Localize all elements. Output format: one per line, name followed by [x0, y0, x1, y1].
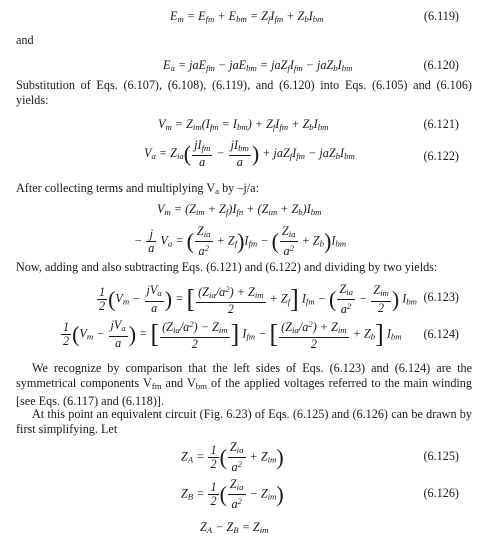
paragraph-substitution: Substitution of Eqs. (6.107), (6.108), (6.119), and (6.120) into Eqs. (6.105) and (6.106) yields:: [16, 78, 472, 107]
equation-6-119: $E_m = E_{fm} + E_{bm} = Z_fI_{fm} + Z_bI_{bm}$: [170, 9, 324, 25]
paragraph-now-adding: Now, adding and also subtracting Eqs. (6.121) and (6.122) and dividing by two yields:: [16, 260, 438, 274]
text-and: and: [16, 33, 34, 47]
paragraph-recognize: We recognize by comparison that the left sides of Eqs. (6.123) and (6.124) are the symmetrical components $V_{fm}$ and $V_{bm}$ of the applied voltages referred to the main winding [see Eqs. (6.117) and (6.118)].: [16, 361, 472, 409]
equation-number: (6.126): [423, 486, 459, 500]
equation-vm-collected: $V_m = (Z_{im} + Z_f)I_{fn} + (Z_{im} + Z_b)I_{bm}$: [157, 202, 322, 218]
paragraph-after-collecting: After collecting terms and multiplying $V_a$ by –j/a:: [16, 181, 259, 197]
paragraph-at-this-point: At this point an equivalent circuit (Fig. 6.23) of Eqs. (6.125) and (6.126) can be drawn by first simplifying. Let: [16, 407, 472, 436]
equation-6-124: $\frac{1}{2}$ ($V_m$ − $\frac{jV_a}{a}$ ) = [ $\frac{(Z_{ia}/a^2) - Z_{im}}{2}$ ] $I_{fm}$ − [ $\frac{(Z_{ia}/a^2) + Z_{im}}{2}$ + $Z_b$] $I_{bm}$: [63, 318, 402, 352]
equation-6-125: $Z_A$ = $\frac{1}{2}$ ( $\frac{Z_{ia}}{a^2}$ + $Z_{im}$): [181, 440, 284, 475]
equation-number: (6.121): [423, 117, 459, 131]
equation-number: (6.122): [423, 149, 459, 163]
equation-number: (6.125): [423, 449, 459, 463]
equation-number: (6.123): [423, 290, 459, 304]
equation-number: (6.120): [423, 58, 459, 72]
equation-6-126: $Z_B$ = $\frac{1}{2}$ ( $\frac{Z_{ia}}{a^2}$ − $Z_{im}$): [181, 477, 284, 512]
equation-number: (6.124): [423, 327, 459, 341]
equation-6-121: $V_m = Z_{im}(I_{fm} = I_{bm}) + Z_fI_{fm} + Z_bI_{bm}$: [158, 117, 329, 133]
equation-number: (6.119): [423, 9, 459, 23]
equation-va-collected: − $\frac{j}{a}$ $V_a$ = ( $\frac{Z_{ia}}{a^2}$ + $Z_f)I_{fm}$ − ( $\frac{Z_{ia}}{a^2}$ + $Z_b)I_{bm}$: [134, 224, 347, 259]
equation-6-120: $E_a = jaE_{fm} - jaE_{bm} = jaZ_fI_{fm} - jaZ_bI_{bm}$: [163, 58, 353, 74]
equation-6-122: $V_a = Z_{ia}$( $\frac{jI_{fm}}{a}$ − $\frac{jI_{bm}}{a}$ ) + $jaZ_fI_{fm} - jaZ_bI_{bm}$: [144, 138, 355, 170]
equation-6-123: $\frac{1}{2}$ ($V_m$ − $\frac{jV_a}{a}$ ) = [ $\frac{(Z_{ia}/a^2) + Z_{im}}{2}$ + $Z_f$] $I_{fm}$ − ( $\frac{Z_{ia}}{a^2}$ − $\frac{Z_{im}}{2}$ ) $I_{bm}$: [99, 282, 418, 317]
equation-za-minus-zb: $Z_A - Z_B = Z_{im}$: [200, 520, 269, 536]
